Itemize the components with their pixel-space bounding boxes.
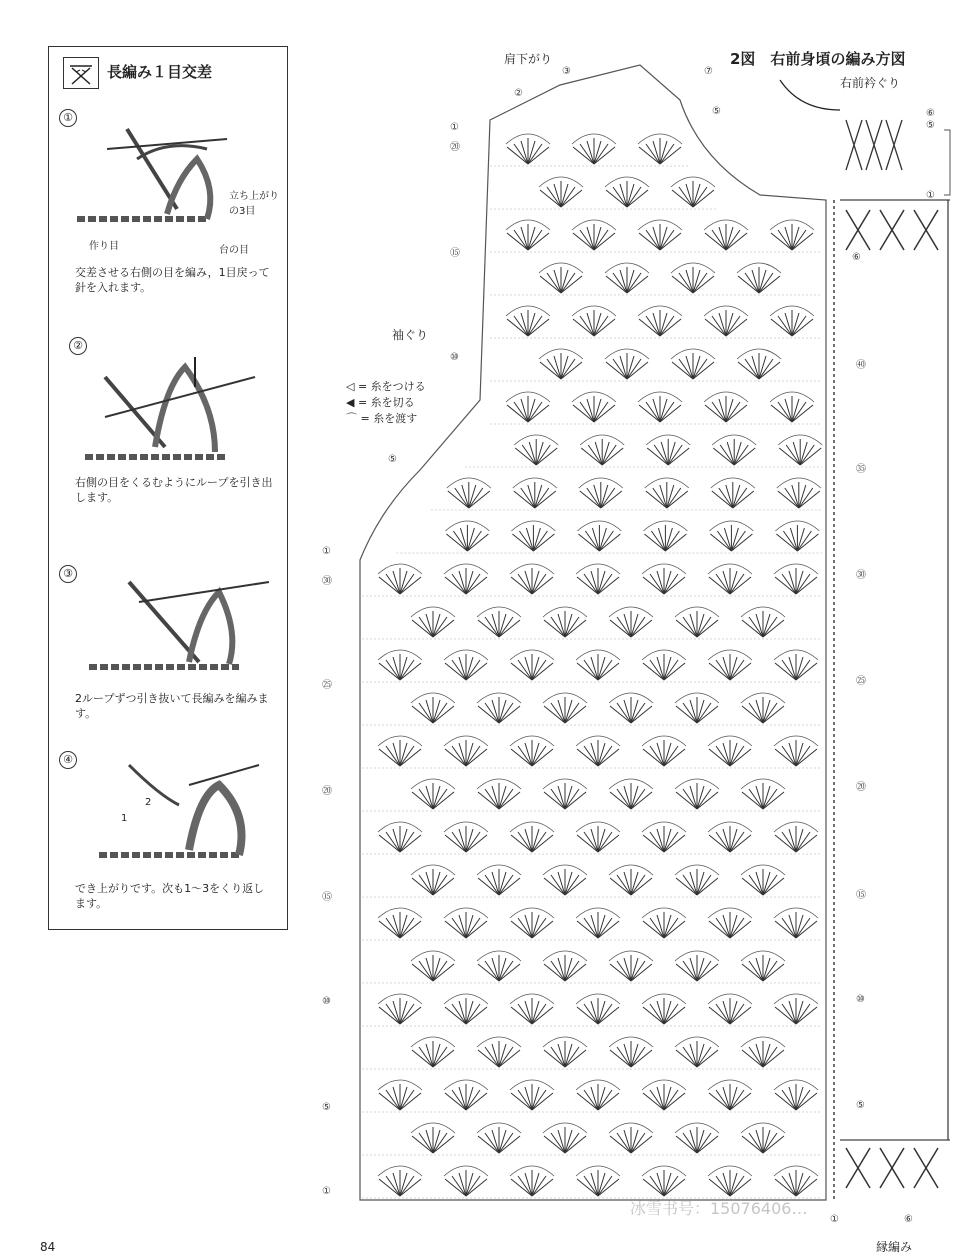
fan-stitch [704,392,748,422]
fan-stitch [444,822,488,852]
fan-stitch [609,865,653,895]
fan-stitch [605,177,649,207]
row-mark: ⑤ [322,1102,331,1113]
fan-stitch [774,564,818,594]
fan-stitch [737,263,781,293]
row-mark: ㉕ [856,676,866,687]
fan-stitch [675,693,719,723]
row-mark: ㊵ [856,360,866,371]
fan-stitch [741,1037,785,1067]
fan-stitch [774,822,818,852]
neck-cross-stitch [846,120,862,170]
border-edge-label: 縁編み [876,1240,913,1254]
row-mark: ⑤ [856,1100,865,1111]
row-mark: ⑩ [450,352,459,363]
row-mark: ⑥ [926,108,935,119]
row-mark: ⑤ [388,454,397,465]
fan-stitch [675,779,719,809]
fan-stitch [609,693,653,723]
fan-stitch [543,951,587,981]
fan-stitch [709,521,753,551]
fan-stitch [711,478,755,508]
fan-stitch [642,994,686,1024]
legend: ◁ = 糸をつける ◀ = 糸を切る ⌒ = 糸を渡す [346,380,426,425]
fan-stitch [411,779,455,809]
row-mark: ㉚ [322,576,332,587]
neck-bracket [944,130,950,195]
cross-stitch [846,1148,870,1188]
fan-stitch [646,435,690,465]
fan-stitch [605,349,649,379]
row-mark: ⑥ [904,1214,913,1225]
fan-stitch [638,392,682,422]
base-stitch-label: 台の目 [219,245,249,256]
carry-yarn-icon: ⌒ [346,412,357,425]
fan-stitch [506,134,550,164]
fan-stitch [770,392,814,422]
row-mark: ㉚ [856,570,866,581]
fan-stitch [708,1080,752,1110]
fan-stitch [576,736,620,766]
shoulder-slope-label: 肩下がり [504,52,553,66]
arrow-1-label: 1 [121,813,128,824]
fan-stitch [609,779,653,809]
fan-stitch [411,865,455,895]
fan-stitch [510,822,554,852]
fan-stitch [737,349,781,379]
row-mark: ③ [562,66,571,77]
fan-stitch [477,865,521,895]
fan-stitch [770,220,814,250]
fan-stitch [444,564,488,594]
fan-stitch [708,650,752,680]
fan-stitch [741,951,785,981]
fan-stitch [477,779,521,809]
fan-stitch [378,564,422,594]
row-mark: ⑩ [856,994,865,1005]
fan-stitch [510,650,554,680]
fan-stitch [741,1123,785,1153]
fan-stitch [675,1123,719,1153]
panel-title: 長編み１目交差 [107,63,213,81]
fan-stitch [411,693,455,723]
step-4-caption: でき上がりです。次も1～3をくり返します。 [75,882,265,910]
fan-stitch [605,263,649,293]
fan-stitch [609,607,653,637]
fan-stitch [741,607,785,637]
fan-stitch [543,607,587,637]
fan-stitch [543,693,587,723]
step-2-number: ② [69,337,87,355]
fan-stitch [543,1037,587,1067]
step-1-number: ① [59,109,77,127]
fan-stitch [378,1080,422,1110]
fan-stitch [444,650,488,680]
fan-stitch [411,1037,455,1067]
row-mark: ① [322,546,331,557]
cross-stitch [880,210,904,250]
cut-yarn-icon: ◀ [346,396,355,409]
fan-stitch [510,736,554,766]
fan-stitch [445,521,489,551]
fan-stitch [444,908,488,938]
fan-stitch [579,478,623,508]
fan-stitch [513,478,557,508]
row-mark: ① [830,1214,839,1225]
fan-stitch [741,865,785,895]
fan-stitch [543,865,587,895]
fan-stitch [774,736,818,766]
step-3-number: ③ [59,565,77,583]
fan-stitch [444,1166,488,1196]
fan-stitch [511,521,555,551]
row-mark: ① [926,190,935,201]
fan-stitch [477,1123,521,1153]
fan-stitch [704,220,748,250]
fan-stitch [708,908,752,938]
neckline-label: 右前衿ぐり [840,76,901,90]
fan-stitch [576,908,620,938]
fan-stitch [774,1166,818,1196]
fan-stitch [539,349,583,379]
fan-stitch [770,306,814,336]
fan-stitch [642,908,686,938]
fan-stitch [708,822,752,852]
row-mark: ⑤ [926,120,935,131]
fan-stitch [580,435,624,465]
fan-stitch [477,1037,521,1067]
fan-stitch [642,736,686,766]
row-mark: ⑮ [450,248,460,259]
arrow-2-label: 2 [145,797,152,808]
fan-stitch [675,865,719,895]
cross-stitch [914,1148,938,1188]
fan-stitch [638,220,682,250]
fan-stitch [543,779,587,809]
fan-stitch [444,1080,488,1110]
step-4-number: ④ [59,751,77,769]
row-mark: ⑩ [322,996,331,1007]
row-mark: ⑦ [704,66,713,77]
fan-stitch [572,220,616,250]
fan-stitch [609,1123,653,1153]
row-mark: ⑤ [712,106,721,117]
attach-yarn-icon: ◁ [346,380,355,393]
step-2-caption: 右側の目をくるむようにループを引き出します。 [75,476,273,504]
fan-stitch [378,1166,422,1196]
fan-stitch [774,908,818,938]
row-mark: ① [450,122,459,133]
fan-stitch [411,1123,455,1153]
fan-stitch [576,1166,620,1196]
fan-stitch [671,349,715,379]
neck-pointer-arrow [780,80,840,110]
fan-stitch [638,306,682,336]
fan-stitch [510,564,554,594]
armhole-label: 袖ぐり [392,328,429,342]
row-mark: ⑳ [450,142,460,153]
row-mark: ⑮ [322,892,332,903]
fan-stitch [477,607,521,637]
fan-stitch [576,564,620,594]
fan-stitch [774,650,818,680]
fan-stitch [378,650,422,680]
fan-stitch [708,994,752,1024]
fan-stitch [642,1166,686,1196]
fan-stitch [774,994,818,1024]
fan-stitch [642,564,686,594]
fan-stitch [675,951,719,981]
fan-stitch [572,134,616,164]
fan-stitch [642,822,686,852]
fan-stitch [671,263,715,293]
fan-stitch [778,435,822,465]
fan-stitch [510,1166,554,1196]
turning-chain-label: 立ち上がりの3目 [229,191,279,217]
fan-stitch [708,736,752,766]
fan-stitch [609,951,653,981]
fan-stitch [444,994,488,1024]
row-mark: ㉟ [856,464,866,475]
fan-stitch [378,822,422,852]
fan-stitch [543,1123,587,1153]
fan-stitch [378,994,422,1024]
fan-stitch [539,263,583,293]
fan-stitch [642,1080,686,1110]
fan-stitch [576,1080,620,1110]
row-mark: ⑳ [322,786,332,797]
fan-stitch [411,607,455,637]
fan-stitch [411,951,455,981]
fan-stitch [576,650,620,680]
fan-stitch [704,306,748,336]
fan-stitch [642,650,686,680]
fan-stitch [576,994,620,1024]
fan-stitch [539,177,583,207]
fan-stitch [643,521,687,551]
neck-cross-stitch [886,120,902,170]
fan-stitch [777,478,821,508]
step-3-caption: 2ループずつ引き抜いて長編みを編みます。 [75,692,269,720]
fan-stitch [645,478,689,508]
fan-stitch [708,564,752,594]
fan-stitch [609,1037,653,1067]
fan-stitch [675,607,719,637]
neck-cross-stitch [866,120,882,170]
fan-stitch [477,693,521,723]
fan-stitch [514,435,558,465]
row-mark: ㉕ [322,680,332,691]
fan-stitch [378,736,422,766]
chart-title: 2図 右前身頃の編み方図 [730,50,906,68]
cross-stitch [880,1148,904,1188]
fan-stitch [510,908,554,938]
step-1-caption: 交差させる右側の目を編み，1目戻って針を入れます。 [75,266,270,294]
page-number: 84 [40,1240,56,1254]
row-mark: ⑮ [856,890,866,901]
foundation-chain-label: 作り目 [89,241,119,252]
fan-stitch [741,779,785,809]
fan-stitch [775,521,819,551]
fan-stitch [447,478,491,508]
fan-stitch [671,177,715,207]
fan-stitch [506,392,550,422]
fan-stitch [675,1037,719,1067]
fan-stitch [576,822,620,852]
watermark: 冰雪书号：15076406… [630,1199,808,1218]
fan-stitch [378,908,422,938]
fan-stitch [741,693,785,723]
row-mark: ② [514,88,523,99]
fan-stitch [572,306,616,336]
fan-stitch [712,435,756,465]
fan-stitch [506,306,550,336]
fan-stitch [774,1080,818,1110]
fan-stitch [577,521,621,551]
fan-stitch [708,1166,752,1196]
fan-stitch [477,951,521,981]
fan-stitch [572,392,616,422]
fan-stitch [510,1080,554,1110]
row-mark: ① [322,1186,331,1197]
fan-stitch [444,736,488,766]
row-mark: ⑳ [856,782,866,793]
fan-stitch [638,134,682,164]
row-mark: ⑥ [852,252,861,263]
fan-stitch [510,994,554,1024]
cross-stitch [846,210,870,250]
cross-stitch [914,210,938,250]
fan-stitch [506,220,550,250]
